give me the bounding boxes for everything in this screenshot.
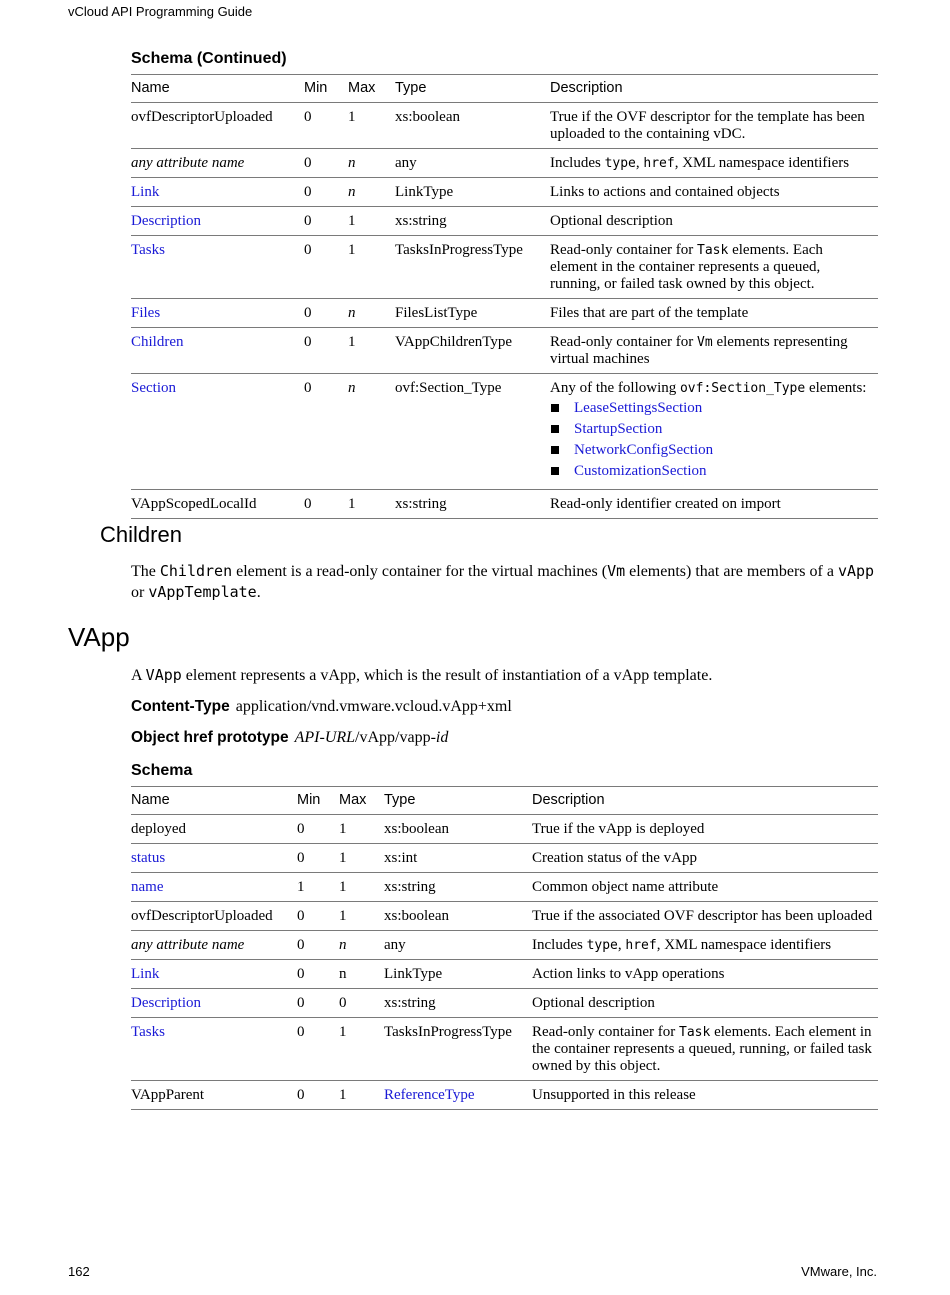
- para-text: A: [131, 667, 146, 684]
- table-row: [131, 207, 878, 236]
- section-type-list: [550, 400, 874, 480]
- column-header-min: Min: [304, 75, 348, 103]
- chapter-heading-vapp: VApp: [68, 622, 130, 652]
- table-row: [131, 902, 878, 931]
- cell-type: VAppChildrenType: [395, 328, 550, 374]
- list-item: [550, 463, 874, 480]
- desc-text: ,: [635, 155, 644, 171]
- column-header-max: Max: [339, 787, 384, 815]
- table-row: [131, 960, 878, 989]
- desc-text: ,: [617, 937, 626, 953]
- cell-description: Unsupported in this release: [532, 1081, 878, 1110]
- cell-max: 1: [348, 236, 395, 299]
- cell-name: deployed: [131, 815, 297, 844]
- cell-type: LinkType: [384, 960, 532, 989]
- code-children: Children: [159, 562, 233, 580]
- cell-type: xs:string: [384, 873, 532, 902]
- link-link[interactable]: Link: [131, 966, 160, 982]
- cell-description: [550, 328, 878, 374]
- column-header-min: Min: [297, 787, 339, 815]
- cell-type: TasksInProgressType: [384, 1018, 532, 1081]
- cell-name: any attribute name: [131, 149, 304, 178]
- cell-min: 0: [297, 902, 339, 931]
- column-header-type: Type: [384, 787, 532, 815]
- cell-min: 0: [297, 931, 339, 960]
- cell-type: [384, 1081, 532, 1110]
- para-text: The: [131, 563, 160, 580]
- reference-type-link[interactable]: ReferenceType: [384, 1087, 475, 1103]
- desc-text: Read-only container for: [550, 242, 698, 258]
- cell-name: any attribute name: [131, 931, 297, 960]
- content-type-label: Content-Type: [131, 698, 230, 715]
- cell-name: [131, 844, 297, 873]
- bullet-square-icon: [551, 404, 559, 412]
- cell-name: [131, 960, 297, 989]
- list-item: [550, 442, 874, 459]
- link-link[interactable]: Link: [131, 184, 160, 200]
- cell-type: TasksInProgressType: [395, 236, 550, 299]
- cell-name: VAppScopedLocalId: [131, 490, 304, 519]
- cell-description: Files that are part of the template: [550, 299, 878, 328]
- cell-max: 1: [339, 873, 384, 902]
- desc-text: , XML namespace identifiers: [656, 937, 832, 953]
- desc-text: Any of the following: [550, 380, 680, 396]
- section-link[interactable]: Section: [131, 380, 176, 396]
- table-row: [131, 149, 878, 178]
- cell-max: 1: [348, 103, 395, 149]
- description-link[interactable]: Description: [131, 213, 201, 229]
- cell-description: Optional description: [550, 207, 878, 236]
- cell-description: Common object name attribute: [532, 873, 878, 902]
- lease-settings-section-link[interactable]: LeaseSettingsSection: [574, 400, 703, 416]
- vapp-intro-paragraph: [131, 665, 881, 686]
- desc-text: Includes: [550, 155, 605, 171]
- cell-min: 0: [297, 960, 339, 989]
- cell-max: n: [348, 299, 395, 328]
- code-vapptemplate: vAppTemplate: [148, 583, 257, 601]
- para-text: elements) that are members of a: [625, 563, 838, 580]
- cell-min: 0: [304, 374, 348, 490]
- cell-max: n: [348, 178, 395, 207]
- cell-name: [131, 1018, 297, 1081]
- tasks-link[interactable]: Tasks: [131, 1024, 165, 1040]
- cell-min: 0: [304, 490, 348, 519]
- cell-name: [131, 989, 297, 1018]
- cell-description: True if the OVF descriptor for the template has been uploaded to the containing vDC.: [550, 103, 878, 149]
- column-header-name: Name: [131, 75, 304, 103]
- code-type: type: [586, 938, 618, 953]
- desc-text: Read-only container for: [532, 1024, 680, 1040]
- cell-max: 1: [348, 490, 395, 519]
- table-row: [131, 1018, 878, 1081]
- desc-text: Includes: [532, 937, 587, 953]
- cell-min: 0: [304, 149, 348, 178]
- table-row: [131, 1081, 878, 1110]
- para-text: element is a read-only container for the virtual machines (: [232, 563, 608, 580]
- table-row: [131, 931, 878, 960]
- cell-type: xs:boolean: [395, 103, 550, 149]
- href-id: id: [435, 729, 449, 746]
- cell-min: 0: [297, 1081, 339, 1110]
- cell-max: 0: [339, 989, 384, 1018]
- cell-type: xs:boolean: [384, 815, 532, 844]
- cell-max: 1: [339, 902, 384, 931]
- cell-description: [532, 931, 878, 960]
- para-text: element represents a vApp, which is the result of instantiation of a vApp template.: [181, 667, 713, 684]
- cell-description: True if the vApp is deployed: [532, 815, 878, 844]
- cell-max: 1: [339, 1018, 384, 1081]
- table-row: [131, 490, 878, 519]
- cell-max: n: [348, 149, 395, 178]
- table-row: [131, 873, 878, 902]
- column-header-max: Max: [348, 75, 395, 103]
- cell-name: [131, 207, 304, 236]
- table-row: [131, 103, 878, 149]
- desc-text: elements:: [805, 380, 867, 396]
- page-number: 162: [68, 1264, 90, 1279]
- table-title-schema-continued: Schema (Continued): [131, 50, 287, 67]
- footer-company: VMware, Inc.: [801, 1264, 877, 1279]
- href-path: /vApp/vapp-: [355, 729, 436, 746]
- table-row: [131, 178, 878, 207]
- cell-name: ovfDescriptorUploaded: [131, 103, 304, 149]
- cell-max: n: [339, 960, 384, 989]
- table-row: [131, 815, 878, 844]
- cell-min: 0: [304, 178, 348, 207]
- schema-table-vapptemplate: [131, 74, 878, 519]
- code-vapp: VApp: [145, 666, 182, 684]
- network-config-section-link[interactable]: NetworkConfigSection: [574, 442, 714, 458]
- cell-max: n: [339, 931, 384, 960]
- cell-type: LinkType: [395, 178, 550, 207]
- para-text: .: [256, 584, 261, 601]
- cell-description: True if the associated OVF descriptor has been uploaded: [532, 902, 878, 931]
- cell-min: 1: [297, 873, 339, 902]
- para-text: or: [131, 584, 149, 601]
- cell-max: 1: [339, 815, 384, 844]
- table-title-schema: Schema: [131, 762, 193, 779]
- running-header: vCloud API Programming Guide: [68, 4, 253, 19]
- cell-name: [131, 873, 297, 902]
- status-link[interactable]: status: [131, 850, 166, 866]
- desc-text: elements representing virtual machines: [550, 334, 848, 367]
- cell-max: 1: [339, 844, 384, 873]
- table-row: [131, 299, 878, 328]
- code-task: Task: [697, 243, 729, 258]
- startup-section-link[interactable]: StartupSection: [574, 421, 663, 437]
- cell-min: 0: [297, 1018, 339, 1081]
- cell-description: Creation status of the vApp: [532, 844, 878, 873]
- column-header-type: Type: [395, 75, 550, 103]
- cell-name: [131, 374, 304, 490]
- content-type-value: application/vnd.vmware.vcloud.vApp+xml: [235, 698, 512, 715]
- cell-name: [131, 178, 304, 207]
- list-item: [550, 421, 874, 438]
- column-header-description: Description: [532, 787, 878, 815]
- cell-min: 0: [297, 989, 339, 1018]
- code-vapp: vApp: [837, 562, 875, 580]
- cell-max: n: [348, 374, 395, 490]
- cell-description: Optional description: [532, 989, 878, 1018]
- cell-name: ovfDescriptorUploaded: [131, 902, 297, 931]
- list-item: [550, 400, 874, 417]
- cell-description: [550, 149, 878, 178]
- cell-name: [131, 299, 304, 328]
- cell-description: [550, 236, 878, 299]
- cell-type: any: [395, 149, 550, 178]
- table-header-row: [131, 75, 878, 103]
- children-link[interactable]: Children: [131, 334, 184, 350]
- files-link[interactable]: Files: [131, 305, 161, 321]
- cell-min: 0: [304, 299, 348, 328]
- cell-type: xs:int: [384, 844, 532, 873]
- table-row: [131, 374, 878, 490]
- name-link[interactable]: name: [131, 879, 164, 895]
- cell-min: 0: [304, 207, 348, 236]
- cell-min: 0: [304, 236, 348, 299]
- desc-text: elements. Each element in the container represents a queued, running, or failed task owned by this object.: [550, 242, 823, 292]
- section-heading-children: Children: [100, 522, 182, 547]
- cell-min: 0: [297, 844, 339, 873]
- tasks-link[interactable]: Tasks: [131, 242, 165, 258]
- cell-max: 1: [339, 1081, 384, 1110]
- column-header-description: Description: [550, 75, 878, 103]
- cell-description: Links to actions and contained objects: [550, 178, 878, 207]
- code-vm: Vm: [607, 562, 626, 580]
- cell-type: xs:boolean: [384, 902, 532, 931]
- column-header-name: Name: [131, 787, 297, 815]
- table-row: [131, 236, 878, 299]
- code-type: type: [604, 156, 636, 171]
- code-href: href: [643, 156, 675, 171]
- table-row: [131, 844, 878, 873]
- schema-table-vapp: [131, 786, 878, 1110]
- table-row: [131, 328, 878, 374]
- table-header-row: [131, 787, 878, 815]
- cell-name: VAppParent: [131, 1081, 297, 1110]
- cell-description: [532, 1018, 878, 1081]
- cell-max: 1: [348, 207, 395, 236]
- code-vm: Vm: [697, 335, 713, 350]
- cell-description: Read-only identifier created on import: [550, 490, 878, 519]
- children-paragraph: [131, 561, 881, 603]
- cell-name: [131, 328, 304, 374]
- description-link[interactable]: Description: [131, 995, 201, 1011]
- desc-text: , XML namespace identifiers: [674, 155, 850, 171]
- cell-max: 1: [348, 328, 395, 374]
- code-section-type: ovf:Section_Type: [679, 381, 806, 396]
- bullet-square-icon: [551, 425, 559, 433]
- code-href: href: [625, 938, 657, 953]
- cell-type: xs:string: [395, 490, 550, 519]
- cell-type: FilesListType: [395, 299, 550, 328]
- code-task: Task: [679, 1025, 711, 1040]
- href-prototype-line: [131, 727, 881, 748]
- desc-text: Read-only container for: [550, 334, 698, 350]
- customization-section-link[interactable]: CustomizationSection: [574, 463, 707, 479]
- cell-description: [550, 374, 878, 490]
- href-api-url: API-URL: [294, 729, 356, 746]
- content-type-line: [131, 696, 881, 717]
- cell-description: Action links to vApp operations: [532, 960, 878, 989]
- cell-type: xs:string: [384, 989, 532, 1018]
- bullet-square-icon: [551, 446, 559, 454]
- cell-type: ovf:Section_Type: [395, 374, 550, 490]
- cell-name: [131, 236, 304, 299]
- cell-min: 0: [304, 103, 348, 149]
- bullet-square-icon: [551, 467, 559, 475]
- desc-text: elements. Each element in the container represents a queued, running, or failed task owned by this object.: [532, 1024, 872, 1074]
- table-row: [131, 989, 878, 1018]
- cell-type: any: [384, 931, 532, 960]
- cell-type: xs:string: [395, 207, 550, 236]
- cell-min: 0: [304, 328, 348, 374]
- cell-min: 0: [297, 815, 339, 844]
- href-prototype-label: Object href prototype: [131, 729, 289, 746]
